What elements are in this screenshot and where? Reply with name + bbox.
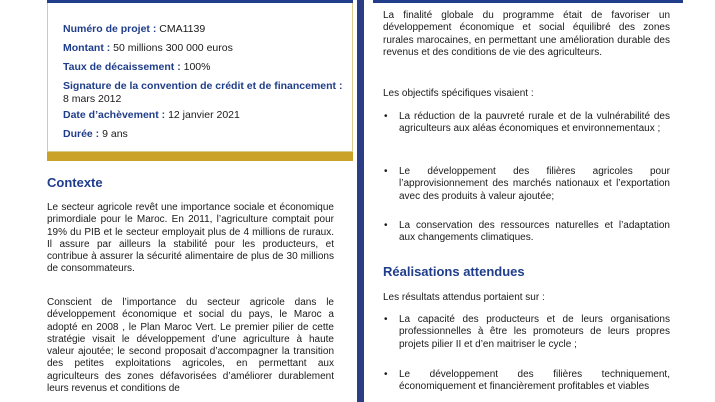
objective-item [384,111,670,136]
contexte-paragraph-1: Le secteur agricole revêt une importance sociale et économique primordiale pour le Maroc. En 2011, l’agriculture comptait pour 19% du PIB et le secteur employait plus de 4 millions de ruraux. Il assure par ailleurs la stabilité pour les producteurs, et contribue à assurer la sécurité alimentaire de plus de 30 millions de consommateurs. [47,202,334,275]
info-label: Montant [63,42,104,54]
info-duration: Durée : 9 ans [63,128,128,140]
bullet-dot: • [384,314,388,325]
result-item [384,314,670,351]
info-value: 12 janvier 2021 [168,109,240,121]
result-item [384,369,670,394]
info-disbursement-rate: Taux de décaissement : 100% [63,61,211,73]
objective-item [384,166,670,203]
info-project-number: Numéro de projet : CMA1139 [63,23,206,35]
objective-text: La conservation des ressources naturelles et l’adaptation aux changements climatiques. [399,220,670,244]
objective-item [384,220,670,245]
realisations-heading: Réalisations attendues [383,264,525,279]
info-value: 9 ans [102,128,128,140]
info-signature-date: Signature de la convention de crédit et de financement : 8 mars 2012 [63,80,343,105]
info-completion-date: Date d’achèvement : 12 janvier 2021 [63,109,240,121]
info-value: 50 millions 300 000 euros [113,42,233,54]
info-label: Taux de décaissement [63,61,175,73]
gold-divider-bar [47,152,353,161]
contexte-paragraph-2: Conscient de l’importance du secteur agricole dans le développement économique et social du pays, le Maroc a adopté en 2008 , le Plan Maroc Vert. Le premier pilier de cette stratégie visait le développement d’une agriculture à haute valeur ajoutée; le second proposait d’accompagner la transition des petites exploitations agricoles, en permettant aux agriculteurs des zones défavorisées d’améliorer durablement leurs revenus et conditions de [47,297,334,395]
info-value: CMA1139 [159,23,206,35]
results-intro: Les résultats attendus portaient sur : [383,292,545,303]
bullet-dot: • [384,111,388,122]
info-label: Signature de la convention de crédit et de financement [63,80,337,92]
result-text: Le développement des filières techniquement, économiquement et financièrement profitables et viables [399,369,670,393]
info-amount: Montant : 50 millions 300 000 euros [63,42,233,54]
result-text: La capacité des producteurs et de leurs organisations professionnelles à être les promoteurs de leurs propres projets pilier II et d’en maitriser le cycle ; [399,314,670,350]
info-value: 8 mars 2012 [63,92,122,105]
top-rule-right [373,0,683,3]
bullet-dot: • [384,220,388,231]
objective-text: Le développement des filières agricoles pour l’approvisionnement des marchés nationaux et l’exportation avec des produits à valeur ajoutée; [399,166,670,202]
info-label: Numéro de projet [63,23,150,35]
contexte-heading: Contexte [47,175,103,190]
bullet-dot: • [384,369,388,380]
info-label: Date d’achèvement [63,109,159,121]
program-goal-paragraph: La finalité globale du programme était de favoriser un développement économique et social équilibré des zones rurales marocaines, en permettant une amélioration durable des revenus et des conditions de vie des agriculteurs. [383,10,670,58]
bullet-dot: • [384,166,388,177]
objective-text: La réduction de la pauvreté rurale et de la vulnérabilité des agriculteurs aux aléas économiques et environnementaux ; [399,111,670,135]
info-label: Durée [63,128,93,140]
objectives-intro: Les objectifs spécifiques visaient : [383,88,534,99]
project-info-box [47,3,353,152]
info-value: 100% [183,61,211,73]
column-divider [357,0,364,402]
